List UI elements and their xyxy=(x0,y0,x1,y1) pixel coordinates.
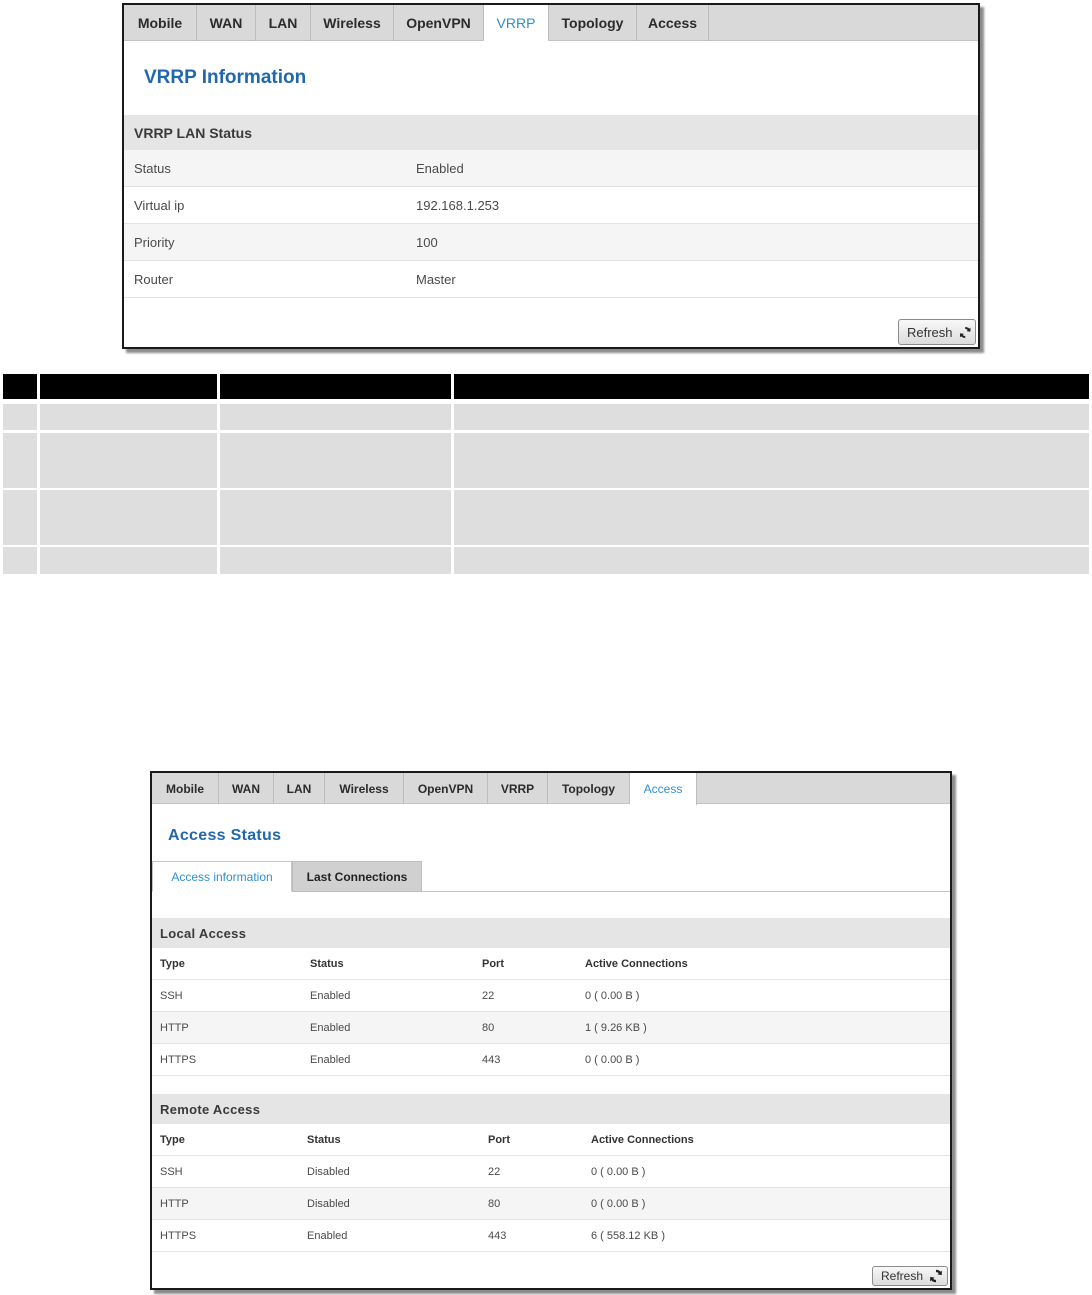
access-status-panel xyxy=(150,771,952,1290)
row-label: Status xyxy=(134,160,171,176)
table-cell xyxy=(454,490,1089,545)
table-cell xyxy=(220,547,454,574)
status-tab-bar xyxy=(124,5,978,41)
tab-topology[interactable]: Topology xyxy=(548,773,630,804)
refresh-icon xyxy=(959,325,971,340)
table-cell xyxy=(454,547,1089,574)
info-row-virtual-ip xyxy=(124,187,978,224)
cell-type: HTTP xyxy=(160,1197,189,1210)
table-cell xyxy=(3,404,40,430)
table-cell xyxy=(220,490,454,545)
table-row xyxy=(3,433,1089,488)
table-row xyxy=(152,1156,950,1188)
cell-type: HTTPS xyxy=(160,1053,197,1066)
column-header-status: Status xyxy=(310,957,344,970)
column-header-port: Port xyxy=(488,1133,510,1146)
tab-access[interactable]: Access xyxy=(637,5,709,41)
access-subtab-bar xyxy=(152,861,950,892)
tab-lan[interactable]: LAN xyxy=(256,5,311,41)
tab-wan[interactable]: WAN xyxy=(197,5,256,41)
table-row xyxy=(3,490,1089,545)
vrrp-information-panel xyxy=(122,3,980,349)
table-header-cell xyxy=(3,374,40,399)
table-cell xyxy=(40,490,220,545)
table-cell xyxy=(220,404,454,430)
cell-type: HTTP xyxy=(160,1021,189,1034)
table-header-row xyxy=(3,374,1089,399)
page-title: Access Status xyxy=(168,827,282,844)
column-header-type: Type xyxy=(160,957,185,970)
column-header-type: Type xyxy=(160,1133,185,1146)
table-cell xyxy=(40,547,220,574)
row-label: Router xyxy=(134,271,174,287)
tab-wan[interactable]: WAN xyxy=(219,773,274,804)
cell-active-connections: 6 ( 558.12 KB ) xyxy=(591,1229,665,1242)
refresh-button-label: Refresh xyxy=(881,1269,924,1283)
table-row xyxy=(3,404,1089,430)
refresh-button[interactable] xyxy=(872,1266,948,1286)
row-label: Virtual ip xyxy=(134,197,185,213)
tab-openvpn[interactable]: OpenVPN xyxy=(394,5,484,41)
column-header-active-connections: Active Connections xyxy=(585,957,688,970)
tab-mobile[interactable]: Mobile xyxy=(124,5,197,41)
row-value: 192.168.1.253 xyxy=(416,197,500,213)
tab-vrrp[interactable]: VRRP xyxy=(488,773,548,804)
cell-port: 443 xyxy=(482,1053,501,1066)
table-row xyxy=(152,1012,950,1044)
table-header-cell xyxy=(40,374,220,399)
table-header-cell xyxy=(220,374,454,399)
cell-status: Enabled xyxy=(310,1021,351,1034)
refresh-button[interactable] xyxy=(898,319,976,345)
cell-status: Enabled xyxy=(307,1229,348,1242)
table-row xyxy=(152,1044,950,1076)
subtab-access-information[interactable]: Access information xyxy=(152,861,292,892)
cell-port: 22 xyxy=(482,989,495,1002)
info-row-priority xyxy=(124,224,978,261)
table-cell xyxy=(3,433,40,488)
table-row xyxy=(152,1220,950,1252)
cell-status: Enabled xyxy=(310,1053,351,1066)
cell-status: Disabled xyxy=(307,1197,350,1210)
tab-vrrp[interactable]: VRRP xyxy=(484,5,549,41)
table-row xyxy=(3,547,1089,574)
section-header-vrrp-lan-status: VRRP LAN Status xyxy=(124,115,978,150)
table-cell xyxy=(220,433,454,488)
refresh-icon xyxy=(929,1269,943,1283)
tab-wireless[interactable]: Wireless xyxy=(325,773,404,804)
subtab-last-connections[interactable]: Last Connections xyxy=(292,861,422,892)
tab-openvpn[interactable]: OpenVPN xyxy=(404,773,488,804)
cell-port: 443 xyxy=(488,1229,507,1242)
tab-access[interactable]: Access xyxy=(630,773,697,805)
row-value: Enabled xyxy=(416,160,464,176)
row-value: 100 xyxy=(416,234,438,250)
section-header-local-access: Local Access xyxy=(152,918,950,948)
table-cell xyxy=(454,404,1089,430)
cell-active-connections: 1 ( 9.26 KB ) xyxy=(585,1021,647,1034)
table-row xyxy=(152,1188,950,1220)
table-cell xyxy=(3,547,40,574)
page-title: VRRP Information xyxy=(144,67,307,88)
table-header-row xyxy=(152,1124,950,1156)
tab-mobile[interactable]: Mobile xyxy=(152,773,219,804)
cell-type: HTTPS xyxy=(160,1229,197,1242)
column-header-port: Port xyxy=(482,957,504,970)
column-header-status: Status xyxy=(307,1133,341,1146)
column-header-active-connections: Active Connections xyxy=(591,1133,694,1146)
cell-status: Enabled xyxy=(310,989,351,1002)
table-header-row xyxy=(152,948,950,980)
row-value: Master xyxy=(416,271,456,287)
status-tab-bar xyxy=(152,773,950,804)
cell-type: SSH xyxy=(160,989,183,1002)
cell-status: Disabled xyxy=(307,1165,350,1178)
cell-active-connections: 0 ( 0.00 B ) xyxy=(585,989,640,1002)
info-row-router xyxy=(124,261,978,298)
row-label: Priority xyxy=(134,234,175,250)
table-cell xyxy=(40,404,220,430)
tab-lan[interactable]: LAN xyxy=(274,773,325,804)
cell-active-connections: 0 ( 0.00 B ) xyxy=(585,1053,640,1066)
table-row xyxy=(152,980,950,1012)
cell-active-connections: 0 ( 0.00 B ) xyxy=(591,1165,646,1178)
table-cell xyxy=(454,433,1089,488)
refresh-button-label: Refresh xyxy=(907,324,953,340)
info-row-status xyxy=(124,150,978,187)
cell-port: 80 xyxy=(488,1197,501,1210)
cell-port: 22 xyxy=(488,1165,501,1178)
tab-topology[interactable]: Topology xyxy=(549,5,637,41)
cell-type: SSH xyxy=(160,1165,183,1178)
cell-active-connections: 0 ( 0.00 B ) xyxy=(591,1197,646,1210)
table-header-cell xyxy=(454,374,1089,399)
section-header-remote-access: Remote Access xyxy=(152,1094,950,1124)
tab-wireless[interactable]: Wireless xyxy=(311,5,394,41)
table-cell xyxy=(3,490,40,545)
table-cell xyxy=(40,433,220,488)
cell-port: 80 xyxy=(482,1021,495,1034)
